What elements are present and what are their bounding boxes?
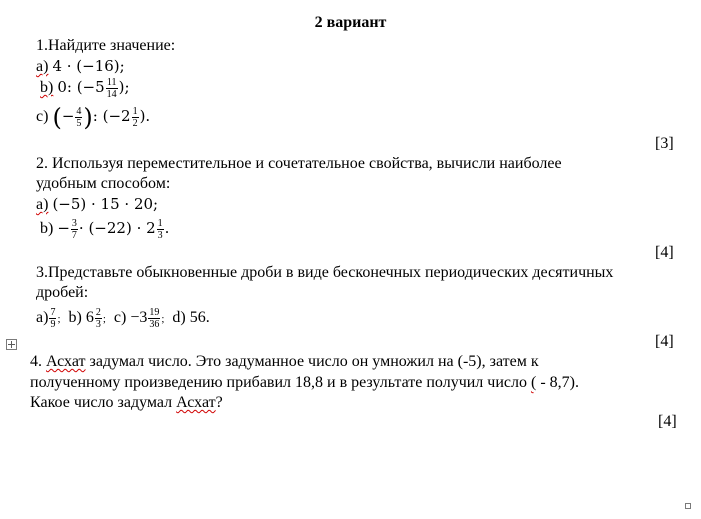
task3-a-fraction [49,307,56,330]
task2-b-frac1-num: 3 [71,218,77,229]
task1-score: [3] [655,135,674,152]
task3-b-num: 2 [95,307,101,318]
task4-line2-start: полученному произведению прибавил 18,8 и в результате получил число [30,374,527,391]
task1-heading: 1.Найдите значение: [36,37,176,54]
task2-a-label: а) [36,196,49,213]
task4-line1-end: задумал число. Это задуманное число он умножил на (-5), затем к [89,353,539,370]
task3-d-text: d) 56. [172,309,210,327]
task4-line3-start: Какое число задумал [30,394,173,411]
task4-line-1 [30,352,539,372]
task3-score: [4] [655,333,674,350]
task1-a-label: а) [36,58,49,75]
task3-a-label: а) [36,309,49,327]
task1-b-expr-end: ); [118,78,130,97]
task2-b-frac1-den: 7 [71,230,77,241]
task4-line-3 [30,393,223,413]
task1-c-mid: : (−2 [92,107,131,126]
task1-b-label: b) [40,79,54,97]
task2-line-2: удобным способом: [36,175,171,192]
task2-b-fraction-1 [71,218,78,241]
task3-a-num: 7 [50,307,56,318]
task4-line3-end: ? [215,394,223,411]
task2-b-label: b) [40,220,54,238]
task1-c-fraction-1 [75,106,82,129]
task4-line3-name: Асхат [176,394,216,411]
task1-c-minus: − [61,107,75,126]
task3-c-label: c) −3 [113,309,148,327]
task2-b-frac2-den: 3 [157,230,163,241]
task2-b-fraction-2 [157,218,164,241]
task2-b-frac2-num: 1 [157,218,163,229]
task2-item-b [40,218,169,241]
task3-a-sep: ; [57,313,61,326]
task1-c-close-paren: ) [83,103,93,132]
task4-line1-start: 4. [30,353,42,370]
task1-c-open-paren: ( [52,103,62,132]
task2-score: [4] [655,244,674,261]
task2-b-mid: · (−22) · 2 [78,219,156,238]
task1-b-frac-den: 14 [106,89,117,100]
task4-line1-name: Асхат [46,353,86,370]
task4-line2-end: - 8,7). [540,374,579,391]
task1-b-fraction [106,77,118,100]
task1-c-frac2-den: 2 [132,118,138,129]
table-move-handle-icon[interactable] [6,339,17,350]
task1-item-a [36,56,125,77]
task1-item-b [40,77,130,100]
task3-c-fraction [148,307,160,330]
task1-c-end: ). [139,107,151,126]
task1-c-fraction-2 [132,106,139,129]
task3-a-den: 9 [50,319,56,330]
task1-a-expression: 4 · (−16); [52,57,125,75]
task3-line-2: дробей: [36,284,89,301]
task1-item-c [36,103,151,132]
task3-b-den: 3 [95,319,101,330]
task2-a-expression: (−5) · 15 · 20; [52,195,159,213]
task3-b-fraction [95,307,102,330]
task3-b-sep: ; [102,313,106,326]
task1-c-frac1-num: 4 [76,106,82,117]
task3-items [36,307,210,330]
task3-b-label: b) 6 [68,309,94,327]
page-title: 2 вариант [314,14,387,31]
task3-c-den: 36 [149,319,160,330]
task1-c-frac2-num: 1 [132,106,138,117]
task3-c-sep: ; [161,313,165,326]
resize-handle-icon[interactable] [685,503,691,509]
task4-score: [4] [658,413,677,430]
task2-item-a [36,194,158,215]
task4-line2-paren: ( [530,374,537,391]
task2-b-minus: − [57,219,70,238]
task4-line-2 [30,373,579,393]
task1-b-expr-start: 0: (−5 [57,78,105,97]
task1-c-frac1-den: 5 [76,118,82,129]
task1-b-frac-num: 11 [106,77,117,88]
task3-c-num: 19 [149,307,160,318]
task2-line-1: 2. Используя переместительное и сочетательное свойства, вычисли наиболее [36,155,562,172]
task1-c-label: c) [36,108,49,126]
task3-line-1: 3.Представьте обыкновенные дроби в виде бесконечных периодических десятичных [36,264,614,281]
task2-b-end: . [164,219,170,238]
